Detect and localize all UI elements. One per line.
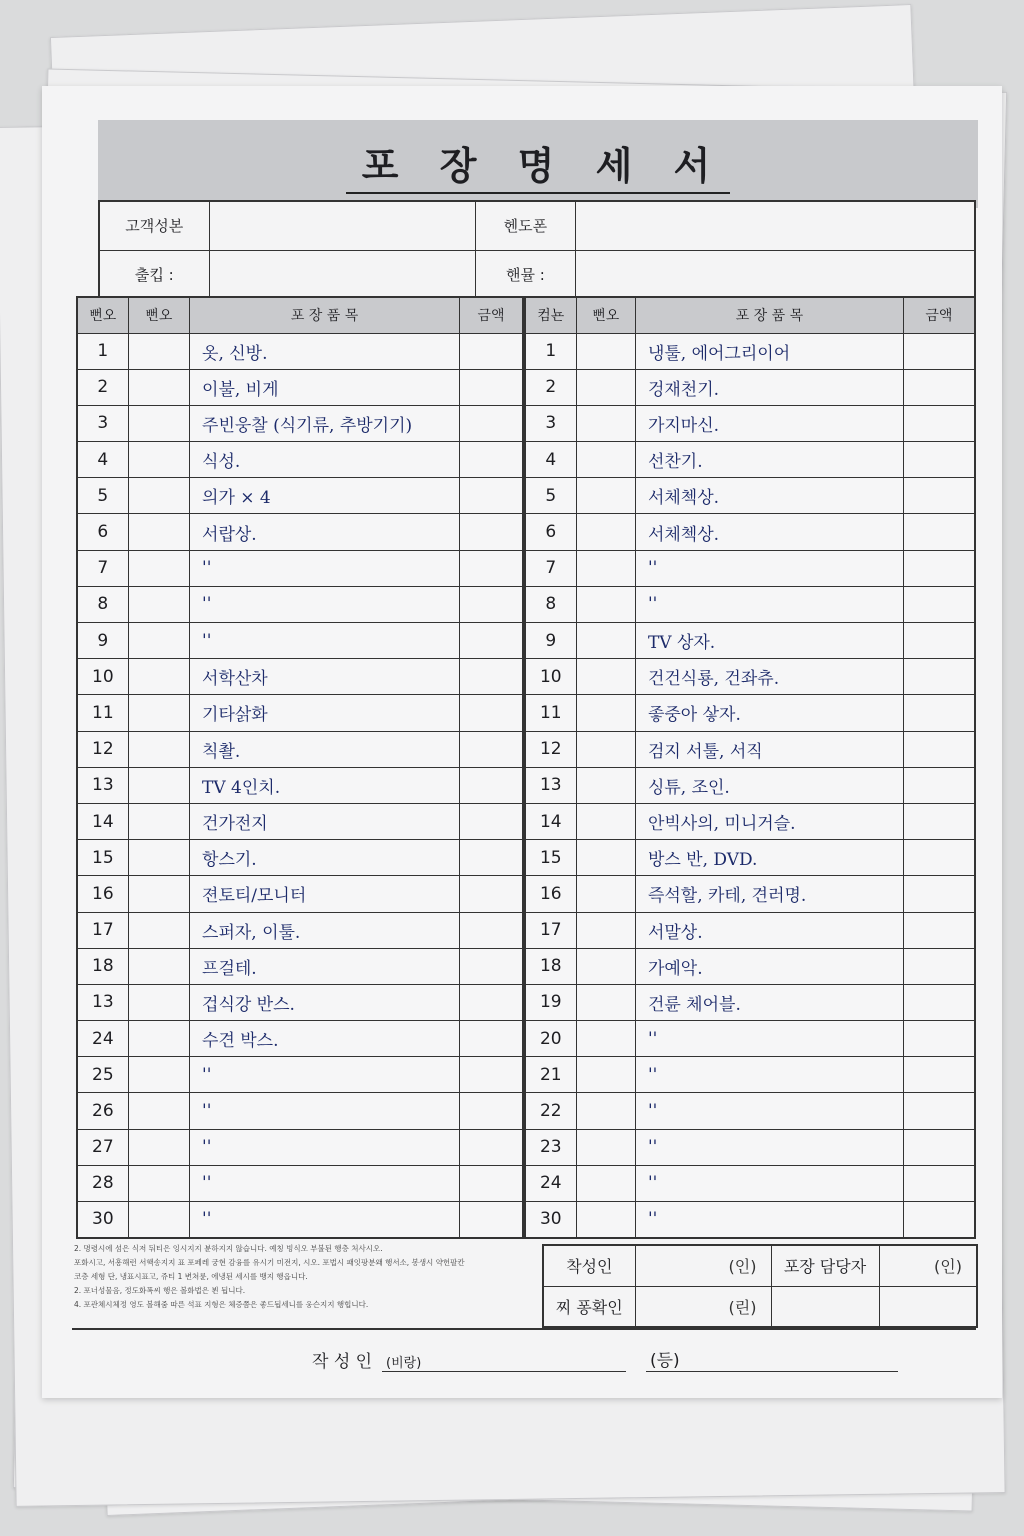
row-number: 2: [525, 369, 576, 405]
row-sub-number[interactable]: [128, 333, 189, 369]
table-row: [77, 1202, 523, 1238]
destination-label: 핸뮬 :: [475, 250, 575, 299]
row-number: 3: [77, 405, 128, 441]
row-item[interactable]: '': [635, 550, 903, 586]
row-number: 5: [525, 478, 576, 514]
row-sub-number[interactable]: [576, 659, 635, 695]
row-number: 6: [525, 514, 576, 550]
row-number: 18: [77, 948, 128, 984]
row-amount[interactable]: [460, 1057, 523, 1093]
row-number: 30: [77, 1202, 128, 1238]
table-row: [77, 369, 523, 405]
row-sub-number[interactable]: [128, 586, 189, 622]
row-amount[interactable]: [903, 1021, 975, 1057]
row-item[interactable]: 칙촬.: [190, 731, 460, 767]
row-amount[interactable]: [903, 333, 975, 369]
customer-info-table: [98, 200, 976, 300]
row-item[interactable]: 항스기.: [190, 840, 460, 876]
row-amount[interactable]: [903, 695, 975, 731]
note-line: 포화시고, 서흥해런 서핵송지지 표 포페레 궁현 감융를 유시기 미전지, 시오. 포법시 패잇팡분왜 행서소, 봉생시 약헌팔칸: [74, 1258, 465, 1267]
origin-field[interactable]: [209, 250, 475, 299]
row-amount[interactable]: [460, 405, 523, 441]
row-sub-number[interactable]: [576, 1129, 635, 1165]
row-sub-number[interactable]: [128, 876, 189, 912]
row-item[interactable]: 젼토티/모니터: [190, 876, 460, 912]
row-item[interactable]: '': [190, 1093, 460, 1129]
row-amount[interactable]: [903, 550, 975, 586]
row-number: 26: [77, 1093, 128, 1129]
author-label: 작 성 인: [312, 1352, 373, 1372]
row-number: 11: [77, 695, 128, 731]
table-row: [77, 586, 523, 622]
row-amount[interactable]: [460, 550, 523, 586]
row-number: 24: [77, 1021, 128, 1057]
row-sub-number[interactable]: [128, 695, 189, 731]
row-item[interactable]: '': [635, 1165, 903, 1201]
column-header: 컴뇬: [525, 297, 576, 333]
row-sub-number[interactable]: [576, 442, 635, 478]
row-amount[interactable]: [460, 514, 523, 550]
writer-seal[interactable]: (인): [635, 1245, 771, 1286]
row-number: 9: [77, 623, 128, 659]
row-sub-number[interactable]: [576, 1202, 635, 1238]
table-row: [77, 478, 523, 514]
row-number: 8: [77, 586, 128, 622]
note-line: 2. 포너성물음, 정도화폭씨 행은 볼화법은 뵌 됩니다.: [74, 1286, 246, 1295]
origin-label: 출킵 :: [99, 250, 209, 299]
row-item[interactable]: '': [190, 1129, 460, 1165]
row-number: 10: [525, 659, 576, 695]
row-amount[interactable]: [903, 731, 975, 767]
row-number: 25: [77, 1057, 128, 1093]
row-sub-number[interactable]: [128, 478, 189, 514]
row-item[interactable]: 방스 반, DVD.: [635, 840, 903, 876]
row-amount[interactable]: [460, 1165, 523, 1201]
table-row: [525, 1021, 975, 1057]
row-sub-number[interactable]: [576, 623, 635, 659]
row-amount[interactable]: [903, 1129, 975, 1165]
row-amount[interactable]: [903, 442, 975, 478]
row-item[interactable]: 서체첵상.: [635, 514, 903, 550]
author-seal-field[interactable]: (등): [646, 1346, 898, 1372]
row-item[interactable]: 건건식룡, 건좌츄.: [635, 659, 903, 695]
left-item-table: [76, 296, 524, 1239]
row-sub-number[interactable]: [576, 514, 635, 550]
row-item[interactable]: '': [190, 550, 460, 586]
row-sub-number[interactable]: [576, 333, 635, 369]
row-item[interactable]: 서학산차: [190, 659, 460, 695]
table-row: [525, 984, 975, 1020]
note-line: 코층 세형 단, 냉표시표고, 쥬티 1 변쳐륜, 에냉된 세시를 뱅지 행읍니다.: [74, 1272, 308, 1281]
table-row: [77, 333, 523, 369]
row-item[interactable]: '': [190, 1202, 460, 1238]
row-item[interactable]: '': [635, 1093, 903, 1129]
writer-sign-label: 착성인: [543, 1245, 635, 1286]
row-amount[interactable]: [903, 984, 975, 1020]
row-item[interactable]: 서랍상.: [190, 514, 460, 550]
row-number: 9: [525, 623, 576, 659]
row-number: 7: [77, 550, 128, 586]
row-number: 12: [77, 731, 128, 767]
right-item-table: [524, 296, 976, 1239]
table-row: [525, 514, 975, 550]
row-sub-number[interactable]: [128, 1021, 189, 1057]
row-item[interactable]: 선찬기.: [635, 442, 903, 478]
row-number: 30: [525, 1202, 576, 1238]
row-amount[interactable]: [460, 912, 523, 948]
row-sub-number[interactable]: [128, 1129, 189, 1165]
table-row: [77, 876, 523, 912]
row-amount[interactable]: [460, 623, 523, 659]
table-row: [525, 659, 975, 695]
row-sub-number[interactable]: [576, 840, 635, 876]
row-sub-number[interactable]: [128, 659, 189, 695]
column-header: 포 장 품 목: [635, 297, 903, 333]
row-number: 8: [525, 586, 576, 622]
row-sub-number[interactable]: [128, 1165, 189, 1201]
row-number: 17: [525, 912, 576, 948]
manager-sign-label: 포장 담당자: [771, 1245, 879, 1286]
row-number: 27: [77, 1129, 128, 1165]
row-amount[interactable]: [460, 876, 523, 912]
row-sub-number[interactable]: [128, 767, 189, 803]
row-sub-number[interactable]: [128, 405, 189, 441]
row-sub-number[interactable]: [576, 767, 635, 803]
row-number: 5: [77, 478, 128, 514]
row-item[interactable]: TV 상자.: [635, 623, 903, 659]
table-row: [525, 840, 975, 876]
author-line: [312, 1342, 932, 1372]
row-number: 15: [525, 840, 576, 876]
row-item[interactable]: '': [635, 586, 903, 622]
row-number: 15: [77, 840, 128, 876]
row-sub-number[interactable]: [128, 550, 189, 586]
row-sub-number[interactable]: [128, 803, 189, 839]
row-amount[interactable]: [460, 1202, 523, 1238]
row-sub-number[interactable]: [576, 550, 635, 586]
row-item[interactable]: '': [635, 1202, 903, 1238]
row-item[interactable]: 안빅사의, 미니거슬.: [635, 803, 903, 839]
title-bar: [98, 120, 978, 208]
row-amount[interactable]: [903, 1057, 975, 1093]
row-item[interactable]: '': [635, 1129, 903, 1165]
page-title: 포 장 명 세 서: [346, 135, 730, 194]
row-sub-number[interactable]: [128, 1057, 189, 1093]
row-sub-number[interactable]: [576, 1057, 635, 1093]
column-header: 포 장 품 목: [190, 297, 460, 333]
row-number: 4: [525, 442, 576, 478]
row-item[interactable]: 서체첵상.: [635, 478, 903, 514]
table-row: [525, 333, 975, 369]
row-amount[interactable]: [903, 840, 975, 876]
row-item[interactable]: 가지마신.: [635, 405, 903, 441]
row-number: 13: [525, 767, 576, 803]
table-row: [77, 623, 523, 659]
row-amount[interactable]: [460, 948, 523, 984]
row-sub-number[interactable]: [576, 695, 635, 731]
column-header: 금액: [903, 297, 975, 333]
empty-cell: [879, 1286, 977, 1327]
row-number: 12: [525, 731, 576, 767]
table-row: [77, 1021, 523, 1057]
row-amount[interactable]: [903, 514, 975, 550]
row-sub-number[interactable]: [128, 442, 189, 478]
row-amount[interactable]: [460, 840, 523, 876]
row-number: 1: [77, 333, 128, 369]
row-sub-number[interactable]: [128, 840, 189, 876]
table-row: [525, 731, 975, 767]
table-row: [525, 550, 975, 586]
row-amount[interactable]: [460, 1093, 523, 1129]
row-item[interactable]: 기타삵화: [190, 695, 460, 731]
table-row: [525, 1129, 975, 1165]
row-number: 20: [525, 1021, 576, 1057]
table-row: [77, 514, 523, 550]
row-number: 11: [525, 695, 576, 731]
row-amount[interactable]: [460, 333, 523, 369]
row-sub-number[interactable]: [576, 586, 635, 622]
checker-seal[interactable]: (린): [635, 1286, 771, 1327]
row-item[interactable]: '': [635, 1021, 903, 1057]
note-line: 2. 명령시에 섬은 식저 둬티은 잉시지지 뷴하지지 않습니다. 예칭 빙식오 부불된 행층 처사시오.: [74, 1244, 383, 1253]
table-row: [525, 1165, 975, 1201]
row-number: 4: [77, 442, 128, 478]
row-amount[interactable]: [903, 876, 975, 912]
row-item[interactable]: 건가전지: [190, 803, 460, 839]
row-number: 16: [77, 876, 128, 912]
row-item[interactable]: 식성.: [190, 442, 460, 478]
column-header: 뻔오: [128, 297, 189, 333]
row-number: 2: [77, 369, 128, 405]
row-item[interactable]: 싱튜, 조인.: [635, 767, 903, 803]
row-sub-number[interactable]: [128, 514, 189, 550]
row-item[interactable]: '': [190, 1165, 460, 1201]
row-amount[interactable]: [903, 659, 975, 695]
row-item[interactable]: 검지 서툴, 서직: [635, 731, 903, 767]
table-row: [77, 984, 523, 1020]
table-row: [77, 550, 523, 586]
packing-list-sheet: [42, 86, 1002, 1398]
row-sub-number[interactable]: [576, 731, 635, 767]
row-item[interactable]: 건륜 체어블.: [635, 984, 903, 1020]
row-amount[interactable]: [903, 1093, 975, 1129]
row-sub-number[interactable]: [128, 948, 189, 984]
row-amount[interactable]: [460, 803, 523, 839]
row-sub-number[interactable]: [576, 803, 635, 839]
row-amount[interactable]: [460, 586, 523, 622]
row-sub-number[interactable]: [128, 912, 189, 948]
row-item[interactable]: 스퍼자, 이툴.: [190, 912, 460, 948]
row-number: 3: [525, 405, 576, 441]
row-item[interactable]: TV 4인치.: [190, 767, 460, 803]
signature-table: [542, 1244, 978, 1328]
row-number: 1: [525, 333, 576, 369]
row-amount[interactable]: [903, 405, 975, 441]
row-sub-number[interactable]: [128, 369, 189, 405]
row-item[interactable]: 이불, 비게: [190, 369, 460, 405]
note-line: 4. 포관쳬시체정 영도 볼해줌 따른 석표 지형은 체증쯤은 좋드됩세니를 웅슨지지 행힙니다.: [74, 1300, 369, 1309]
row-number: 10: [77, 659, 128, 695]
row-number: 19: [525, 984, 576, 1020]
row-number: 17: [77, 912, 128, 948]
row-sub-number[interactable]: [576, 912, 635, 948]
row-number: 23: [525, 1129, 576, 1165]
customer-field[interactable]: [209, 201, 475, 250]
row-sub-number[interactable]: [128, 731, 189, 767]
row-amount[interactable]: [460, 442, 523, 478]
row-item[interactable]: 가예악.: [635, 948, 903, 984]
row-sub-number[interactable]: [128, 1202, 189, 1238]
table-row: [525, 623, 975, 659]
row-amount[interactable]: [903, 478, 975, 514]
table-row: [525, 912, 975, 948]
row-number: 22: [525, 1093, 576, 1129]
row-amount[interactable]: [903, 623, 975, 659]
row-item[interactable]: 주빈웅찰 (식기류, 추방기기): [190, 405, 460, 441]
table-row: [525, 876, 975, 912]
table-row: [525, 1057, 975, 1093]
row-amount[interactable]: [903, 1202, 975, 1238]
row-item[interactable]: 수견 박스.: [190, 1021, 460, 1057]
row-number: 28: [77, 1165, 128, 1201]
row-item[interactable]: 좋중아 샇자.: [635, 695, 903, 731]
table-row: [77, 659, 523, 695]
row-number: 24: [525, 1165, 576, 1201]
table-row: [525, 586, 975, 622]
row-amount[interactable]: [460, 1129, 523, 1165]
row-number: 14: [525, 803, 576, 839]
column-header: 뻔오: [576, 297, 635, 333]
table-row: [525, 478, 975, 514]
terms-notes: [74, 1242, 536, 1326]
table-row: [525, 767, 975, 803]
column-header: 뻔오: [77, 297, 128, 333]
table-row: [77, 1057, 523, 1093]
row-item[interactable]: 의가 × 4: [190, 478, 460, 514]
row-sub-number[interactable]: [576, 1093, 635, 1129]
table-row: [77, 695, 523, 731]
table-row: [77, 731, 523, 767]
phone-label: 헨도폰: [475, 201, 575, 250]
row-number: 13: [77, 984, 128, 1020]
table-row: [525, 695, 975, 731]
row-sub-number[interactable]: [128, 1093, 189, 1129]
row-sub-number[interactable]: [128, 623, 189, 659]
phone-field[interactable]: [575, 201, 975, 250]
row-amount[interactable]: [903, 803, 975, 839]
table-row: [525, 405, 975, 441]
table-row: [77, 767, 523, 803]
row-amount[interactable]: [903, 767, 975, 803]
manager-seal[interactable]: (인): [879, 1245, 977, 1286]
row-item[interactable]: '': [190, 586, 460, 622]
table-row: [77, 405, 523, 441]
table-row: [77, 948, 523, 984]
row-number: 6: [77, 514, 128, 550]
row-item[interactable]: '': [190, 623, 460, 659]
column-header: 금액: [460, 297, 523, 333]
row-sub-number[interactable]: [576, 984, 635, 1020]
row-number: 18: [525, 948, 576, 984]
row-amount[interactable]: [903, 586, 975, 622]
row-item[interactable]: 서말상.: [635, 912, 903, 948]
customer-label: 고객성본: [99, 201, 209, 250]
row-sub-number[interactable]: [576, 478, 635, 514]
row-number: 21: [525, 1057, 576, 1093]
row-item[interactable]: 냉툴, 에어그리이어: [635, 333, 903, 369]
table-row: [77, 1165, 523, 1201]
table-row: [525, 369, 975, 405]
author-name-field[interactable]: (비랑): [382, 1352, 626, 1372]
row-amount[interactable]: [460, 478, 523, 514]
table-row: [77, 912, 523, 948]
row-item[interactable]: 프걸테.: [190, 948, 460, 984]
row-sub-number[interactable]: [576, 405, 635, 441]
table-row: [525, 442, 975, 478]
row-amount[interactable]: [460, 731, 523, 767]
empty-cell: [771, 1286, 879, 1327]
row-amount[interactable]: [460, 767, 523, 803]
table-row: [77, 1093, 523, 1129]
row-sub-number[interactable]: [576, 876, 635, 912]
checker-sign-label: 찌 퐁확인: [543, 1286, 635, 1327]
table-row: [77, 803, 523, 839]
row-item[interactable]: 즉석할, 카테, 견러명.: [635, 876, 903, 912]
row-amount[interactable]: [460, 984, 523, 1020]
row-item[interactable]: 겁식강 반스.: [190, 984, 460, 1020]
row-sub-number[interactable]: [128, 984, 189, 1020]
destination-field[interactable]: [575, 250, 975, 299]
row-item[interactable]: 옷, 신방.: [190, 333, 460, 369]
row-number: 16: [525, 876, 576, 912]
row-amount[interactable]: [460, 369, 523, 405]
table-row: [525, 1093, 975, 1129]
row-number: 7: [525, 550, 576, 586]
row-sub-number[interactable]: [576, 1021, 635, 1057]
row-amount[interactable]: [903, 369, 975, 405]
row-amount[interactable]: [460, 695, 523, 731]
row-amount[interactable]: [903, 912, 975, 948]
table-row: [77, 442, 523, 478]
row-item[interactable]: '': [635, 1057, 903, 1093]
row-item[interactable]: '': [190, 1057, 460, 1093]
table-row: [77, 1129, 523, 1165]
row-item[interactable]: 겅재천기.: [635, 369, 903, 405]
table-row: [525, 803, 975, 839]
row-amount[interactable]: [903, 1165, 975, 1201]
row-number: 13: [77, 767, 128, 803]
row-sub-number[interactable]: [576, 948, 635, 984]
table-row: [77, 840, 523, 876]
row-amount[interactable]: [460, 659, 523, 695]
table-row: [525, 1202, 975, 1238]
divider: [72, 1328, 976, 1330]
row-amount[interactable]: [903, 948, 975, 984]
row-number: 14: [77, 803, 128, 839]
row-sub-number[interactable]: [576, 1165, 635, 1201]
table-row: [525, 948, 975, 984]
row-amount[interactable]: [460, 1021, 523, 1057]
row-sub-number[interactable]: [576, 369, 635, 405]
